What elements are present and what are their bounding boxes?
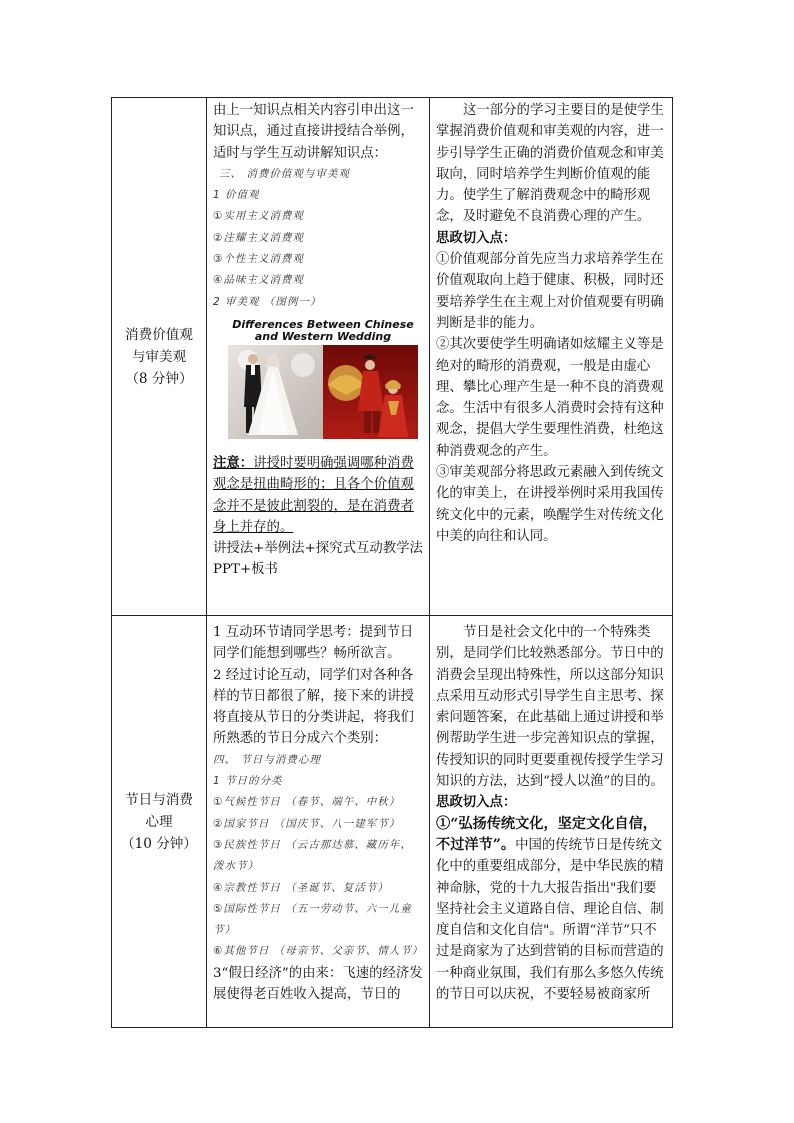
holiday-economy-text: 3“假日经济”的由来：飞速的经济发展使得老百姓收入提高，节日的 <box>213 965 423 1003</box>
objective-cell <box>430 616 673 1028</box>
handwritten-line: ⑤国际性节日 （五一劳动节、六一儿童节） <box>213 902 412 937</box>
objective-paragraph: 节日是社会文化中的一个特殊类别，是同学们比较熟悉部分。节日中的消费会呈现出特殊性，所以这部分知识点采用互动形式引导学生自主思考、探索问题答案，在此基础上通过讲授和举例帮助学生进一步完善知识点的掌握，传授知识的同时更要重视传授学生学习知识的方法，达到“授人以渔”的目的。 <box>436 625 664 790</box>
handwritten-line: ③民族性节日 （云古那达慕、藏历年、泼水节） <box>213 838 412 873</box>
handwritten-line: ③个性主义消费观 <box>213 253 304 266</box>
handwritten-line: 1 节日的分类 <box>213 775 283 788</box>
ideology-point <box>436 814 666 1006</box>
table-row <box>112 98 673 616</box>
objective-cell <box>430 98 673 616</box>
handwritten-line: ②国家节日 （国庆节、八一建军节） <box>213 817 401 830</box>
section-label-cell <box>112 98 207 616</box>
handwritten-line: ②注耀主义消费观 <box>213 231 304 244</box>
section-label-cell <box>112 616 207 1028</box>
interaction-step: 1 互动环节请同学思考：提到节日同学们能想到哪些？畅所欲言。 <box>213 625 414 662</box>
ideology-point: ③审美观部分将思政元素融入到传统文化的审美上，在讲授举例时采用我国传统文化中的元素，唤醒学生对传统文化中美的向往和认同。 <box>436 465 664 544</box>
section-label: 消费价值观 与审美观 （8 分钟） <box>125 326 193 387</box>
ideology-heading: 思政切入点： <box>436 229 517 246</box>
handwritten-line: ④品味主义消费观 <box>213 274 304 287</box>
handwritten-line: ⑥其他节日 （母亲节、父亲节、情人节） <box>213 945 424 958</box>
objective-paragraph: 这一部分的学习主要目的是使学生掌握消费价值观和审美观的内容，进一步引导学生正确的消费价值观念和审美取向，同时培养学生判断价值观的能力。使学生了解消费观念中的畸形观念，及时避免不良消费心理的产生。 <box>436 103 664 225</box>
lesson-plan-table <box>111 97 673 1028</box>
ideology-heading: 思政切入点： <box>436 794 517 811</box>
handwritten-heading: 三、 消费价值观与审美观 <box>219 167 350 180</box>
note-text: 讲授时要明确强调哪种消费观念是扭曲畸形的；且各个价值观念并不是彼此割裂的，是在消费者身上并存的。 <box>213 455 414 535</box>
discussion-step: 2 经过讨论互动，同学们对各种各样的节日都很了解，接下来的讲授将直接从节日的分类讲起，将我们所熟悉的节日分成六个类别： <box>213 667 414 747</box>
teaching-method: 讲授法+举例法+探究式互动教学法 <box>213 541 423 557</box>
handwritten-line: ④宗教性节日 （圣诞节、复活节） <box>213 881 389 894</box>
teaching-tools: PPT+板书 <box>213 562 278 578</box>
wedding-photo <box>228 345 418 439</box>
note-paragraph <box>213 453 423 538</box>
handwritten-line: ①气候性节日 （春节、端午、中秋） <box>213 796 401 809</box>
wedding-illustration <box>228 345 418 439</box>
handwritten-line: 2 审美观 （图例一） <box>213 295 322 308</box>
ideology-point: ②其次要使学生明确诸如炫耀主义等是绝对的畸形的消费观，一般是由虚心理、攀比心理产生是一种不良的消费观念。生活中有很多人消费时会持有这种观念，提倡大学生要理性消费，杜绝这种消费观念的产生。 <box>436 337 664 459</box>
teaching-content-cell <box>207 98 430 616</box>
table-row <box>112 616 673 1028</box>
ideology-point: ①价值观部分首先应当力求培养学生在价值观取向上趋于健康、积极，同时还要培养学生在主观上对价值观要有明确判断是非的能力。 <box>436 252 664 331</box>
intro-text: 由上一知识点相关内容引申出这一知识点，通过直接讲授结合举例，适时与学生互动讲解知识点： <box>213 103 414 161</box>
wedding-figure <box>228 319 418 439</box>
note-label: 注意： <box>213 454 254 471</box>
section-label: 节日与消费 心理 （10 分钟） <box>121 791 197 852</box>
ideology-slogan: ①“弘扬传统文化，坚定文化自信，不过洋节”。 <box>436 815 657 853</box>
handwritten-line: ①实用主义消费观 <box>213 210 304 223</box>
figure-title: Differences Between Chinese and Western Wedding <box>232 317 414 343</box>
teaching-content-cell <box>207 616 430 1028</box>
handwritten-heading: 四、 节日与消费心理 <box>213 753 321 766</box>
handwritten-line: 1 价值观 <box>213 189 260 202</box>
ideology-point-text: 中国的传统节日是传统文化中的重要组成部分，是中华民族的精神命脉，党的十九大报告指出"我们要坚持社会主义道路自信、理论自信、制度自信和文化自信"。所谓“洋节”只不过是商家为了达到营销的目标而营造的一种商业氛围，我们有那么多悠久传统的节日可以庆祝，不要轻易被商家所 <box>436 837 664 1003</box>
